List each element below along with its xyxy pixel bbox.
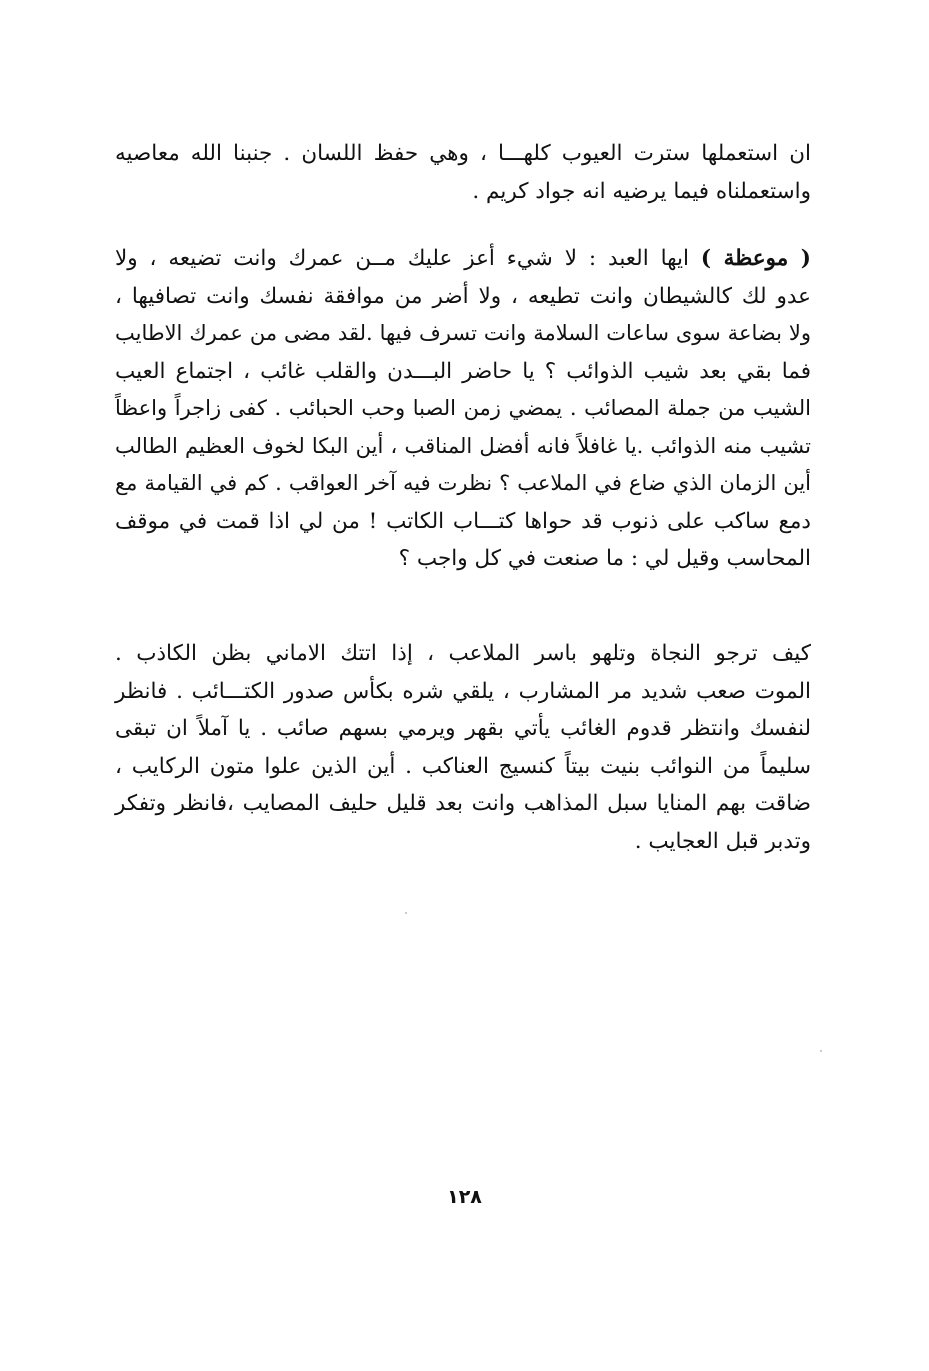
text-line: لنفسك وانتظر قدوم الغائب يأتي بقهر ويرمي بسهم صائب . يا آملاً ان تبقى (115, 716, 811, 741)
text-line: سليماً من النوائب بنيت بيتاً كنسيج العناكب . أين الذين علوا متون الركايب ، (115, 753, 811, 779)
scan-speck (820, 1050, 822, 1052)
text-line: فما بقي بعد شيب الذوائب ؟ يا حاضر البـــدن والقلب غائب ، اجتماع العيب (115, 358, 811, 384)
text-line: عدو لك كالشيطان وانت تطيعه ، ولا أضر من موافقة نفسك وانت تصافيها ، (115, 283, 811, 309)
text-line: دمع ساكب على ذنوب قد حواها كتـــاب الكاتب ! من لي اذا قمت في موقف (115, 508, 811, 534)
text-line: ان استعملها سترت العيوب كلهـــا ، وهي حفظ اللسان . جنبنا الله معاصيه (115, 141, 811, 166)
text-line-with-heading (115, 240, 811, 278)
text-line: ايها العبد : لا شيء أعز عليك مــن عمرك وانت تضيعه ، ولا (115, 246, 690, 271)
text-line: وتدبر قبل العجايب . (634, 828, 811, 854)
text-line: أين الزمان الذي ضاع في الملاعب ؟ نظرت فيه آخر العواقب . كم في القيامة مع (115, 471, 811, 495)
page-number: ١٢٨ (447, 1186, 482, 1208)
text-line: ولا بضاعة سوى ساعات السلامة وانت تسرف فيها .لقد مضى من عمرك الاطايب (115, 321, 811, 345)
scan-speck (405, 912, 407, 914)
text-line: كيف ترجو النجاة وتلهو باسر الملاعب ، إذا اتتك الاماني بظن الكاذب . (115, 641, 811, 666)
paragraph-2 (115, 240, 811, 578)
section-heading: ( موعظة ) (700, 246, 811, 271)
paragraph-3 (115, 635, 811, 860)
text-line: تشيب منه الذوائب .يا غافلاً فانه أفضل المناقب ، أين البكا لخوف العظيم الطالب (115, 433, 811, 458)
paragraph-1 (115, 135, 811, 210)
text-line: الموت صعب شديد مر المشارب ، يلقي شره بكأس صدور الكتـــائب . فانظر (115, 678, 811, 704)
text-line: الشيب من جملة المصائب . يمضي زمن الصبا وحب الحبائب . كفى زاجراً واعظاً (115, 396, 811, 420)
text-line: ضاقت بهم المنايا سبل المذاهب وانت بعد قليل حليف المصايب ،فانظر وتفكر (115, 791, 811, 816)
text-line: المحاسب وقيل لي : ما صنعت في كل واجب ؟ (398, 546, 811, 571)
text-line: واستعملناه فيما يرضيه انه جواد كريم . (472, 178, 811, 204)
